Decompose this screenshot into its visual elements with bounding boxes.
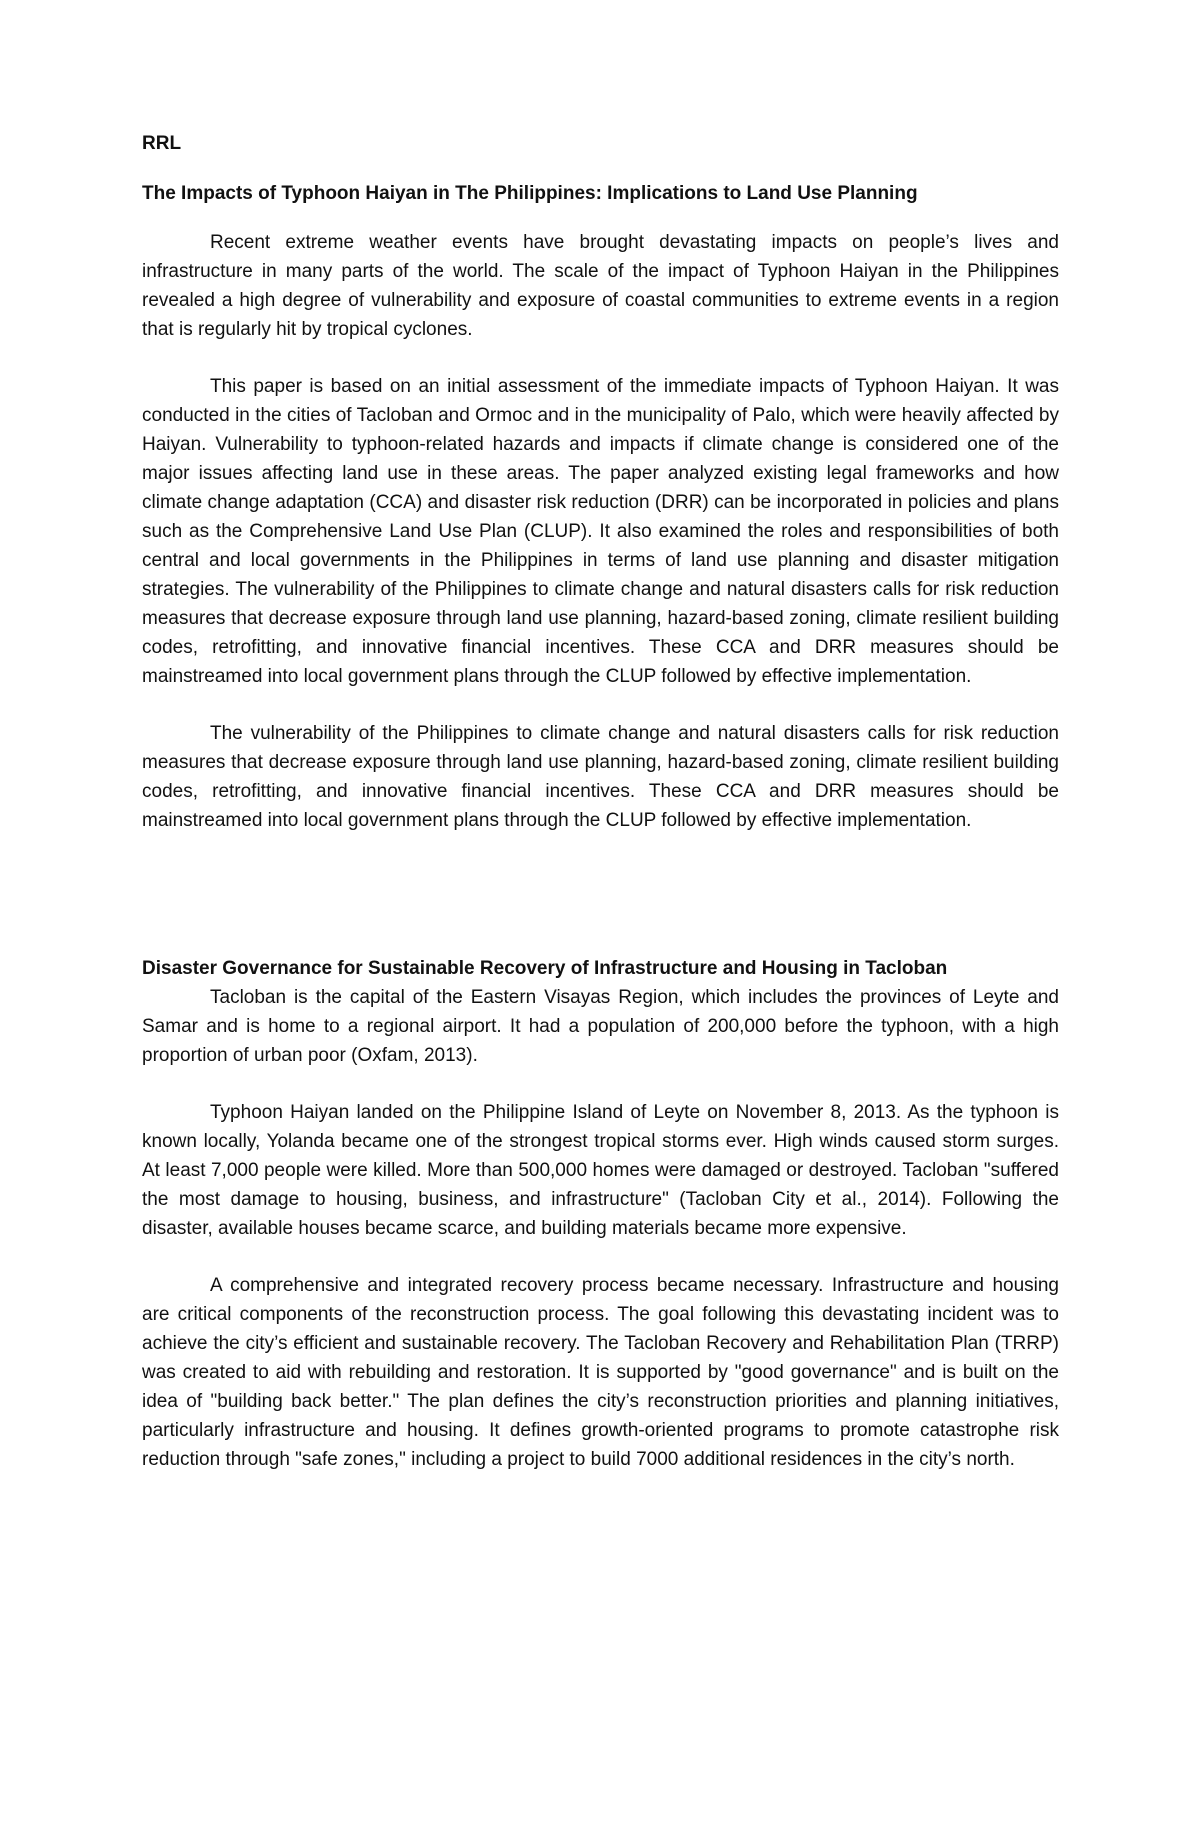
document-label: RRL	[142, 133, 182, 154]
paragraph: This paper is based on an initial assessment of the immediate impacts of Typhoon Haiyan. It was conducted in the cities of Tacloban and Ormoc and in the municipality of Palo, which were heavily affected by Haiyan. Vulnerability to typhoon-related hazards and impacts if climate change is considered one of the major issues affecting land use in these areas. The paper analyzed existing legal frameworks and how climate change adaptation (CCA) and disaster risk reduction (DRR) can be incorporated in policies and plans such as the Comprehensive Land Use Plan (CLUP). It also examined the roles and responsibilities of both central and local governments in the Philippines in terms of land use planning and disaster mitigation strategies. The vulnerability of the Philippines to climate change and natural disasters calls for risk reduction measures that decrease exposure through land use planning, hazard-based zoning, climate resilient building codes, retrofitting, and innovative financial incentives. These CCA and DRR measures should be mainstreamed into local government plans through the CLUP followed by effective implementation.	[142, 376, 1059, 687]
paragraph: Tacloban is the capital of the Eastern Visayas Region, which includes the provinces of Leyte and Samar and is home to a regional airport. It had a population of 200,000 before the typhoon, with a high proportion of urban poor (Oxfam, 2013).	[142, 987, 1059, 1066]
section-title: Disaster Governance for Sustainable Recovery of Infrastructure and Housing in Tacloban	[142, 958, 948, 979]
document-body	[142, 130, 1059, 1502]
paragraph: Recent extreme weather events have brought devastating impacts on people’s lives and infrastructure in many parts of the world. The scale of the impact of Typhoon Haiyan in the Philippines revealed a high degree of vulnerability and exposure of coastal communities to extreme events in a region that is regularly hit by tropical cyclones.	[142, 232, 1059, 340]
paragraph: A comprehensive and integrated recovery process became necessary. Infrastructure and housing are critical components of the reconstruction process. The goal following this devastating incident was to achieve the city’s efficient and sustainable recovery. The Tacloban Recovery and Rehabilitation Plan (TRRP) was created to aid with rebuilding and restoration. It is supported by "good governance" and is built on the idea of "building back better." The plan defines the city’s reconstruction priorities and planning initiatives, particularly infrastructure and housing. It defines growth-oriented programs to promote catastrophe risk reduction through "safe zones," including a project to build 7000 additional residences in the city’s north.	[142, 1275, 1059, 1470]
section-title: The Impacts of Typhoon Haiyan in The Philippines: Implications to Land Use Planning	[142, 183, 918, 204]
paragraph: The vulnerability of the Philippines to climate change and natural disasters calls for risk reduction measures that decrease exposure through land use planning, hazard-based zoning, climate resilient building codes, retrofitting, and innovative financial incentives. These CCA and DRR measures should be mainstreamed into local government plans through the CLUP followed by effective implementation.	[142, 723, 1059, 831]
paragraph: Typhoon Haiyan landed on the Philippine Island of Leyte on November 8, 2013. As the typhoon is known locally, Yolanda became one of the strongest tropical storms ever. High winds caused storm surges. At least 7,000 people were killed. More than 500,000 homes were damaged or destroyed. Tacloban "suffered the most damage to housing, business, and infrastructure" (Tacloban City et al., 2014). Following the disaster, available houses became scarce, and building materials became more expensive.	[142, 1102, 1059, 1239]
